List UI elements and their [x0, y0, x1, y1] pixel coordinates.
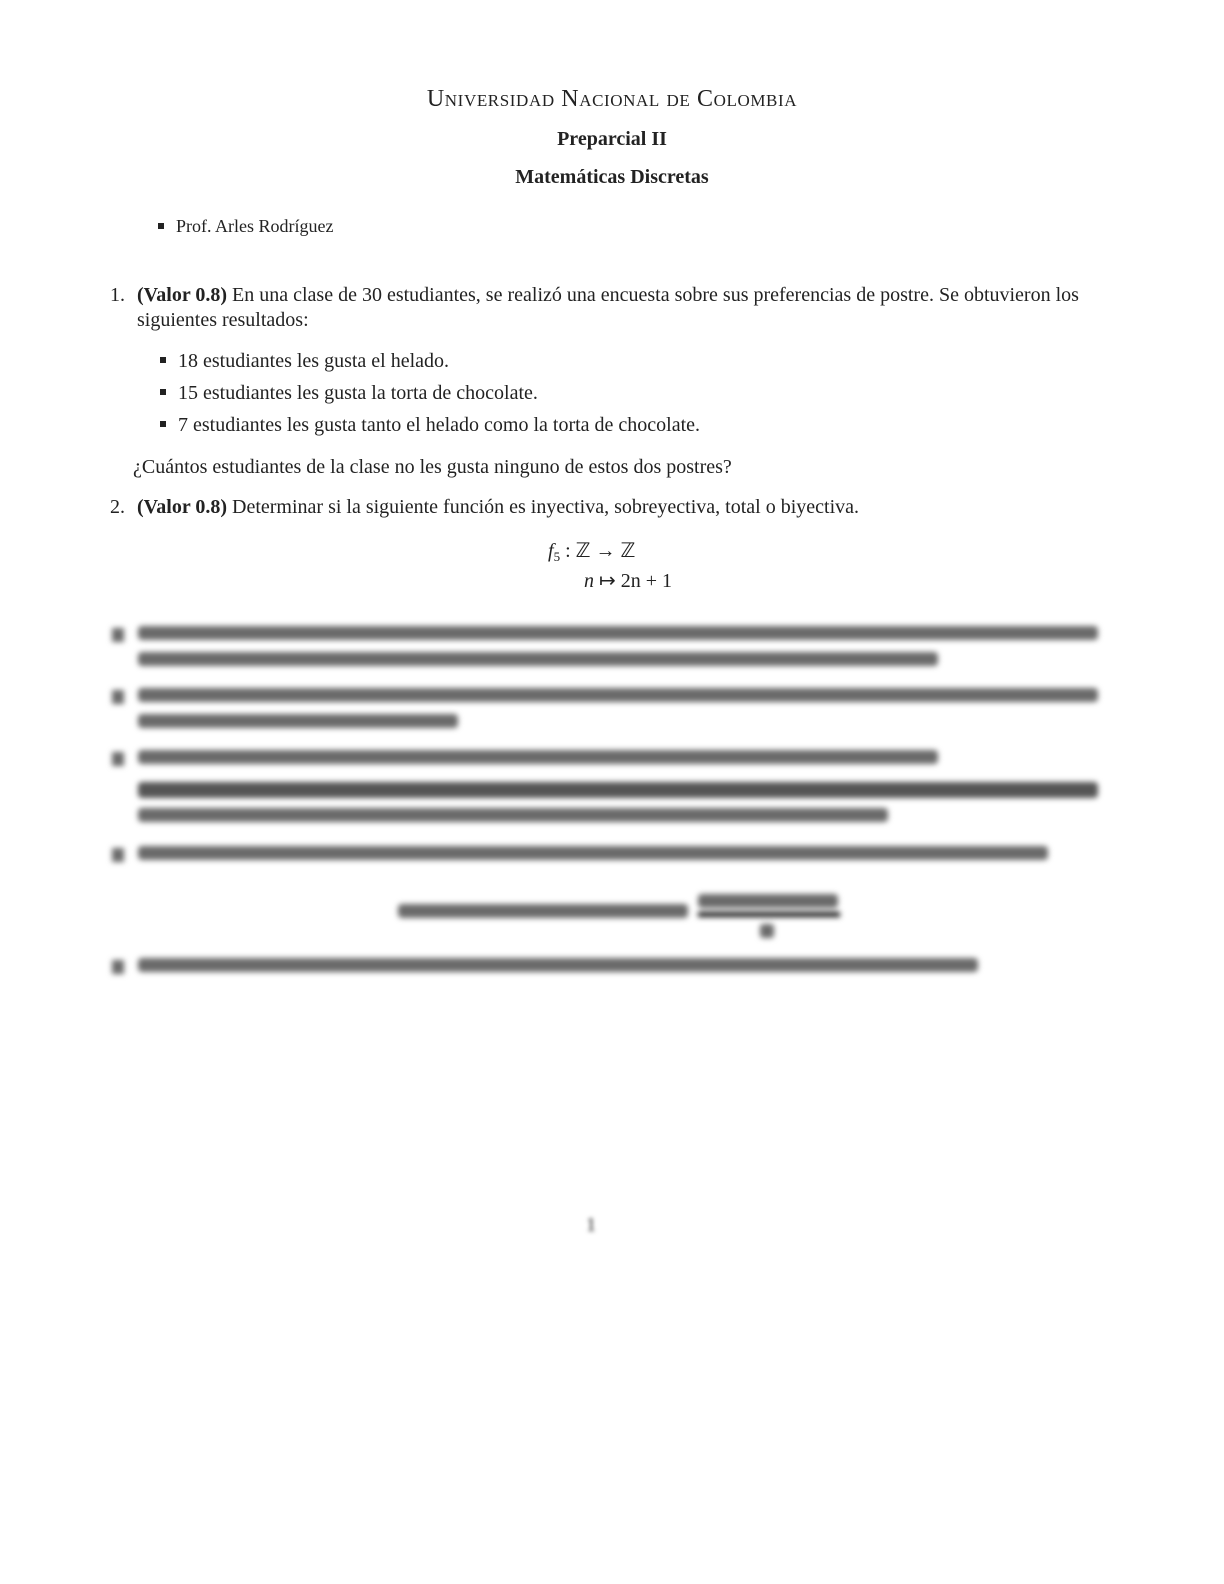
- question-text: [137, 283, 1107, 333]
- bullet-icon: [160, 421, 166, 427]
- question-body: En una clase de 30 estudiantes, se realizó una encuesta sobre sus preferencias de postre. Se obtuvieron los siguientes resultados:: [137, 284, 1079, 331]
- university-title: Universidad Nacional de Colombia: [426, 86, 798, 112]
- question-text: [137, 495, 1107, 520]
- bullet-icon: [160, 357, 166, 363]
- course-title: Matemáticas Discretas: [515, 166, 709, 188]
- function-definition-line2: n ↦ 2n + 1: [584, 570, 673, 592]
- bullet-icon: [160, 389, 166, 395]
- question-value: (Valor 0.8): [137, 284, 227, 306]
- question-1-list: [160, 347, 700, 443]
- list-item: 18 estudiantes les gusta el helado.: [160, 347, 700, 379]
- question-body: Determinar si la siguiente función es inyectiva, sobreyectiva, total o biyectiva.: [232, 496, 860, 518]
- blurred-content: [0, 618, 1224, 1018]
- list-item: 15 estudiantes les gusta la torta de chocolate.: [160, 379, 700, 411]
- question-1-ask: ¿Cuántos estudiantes de la clase no les gusta ninguno de estos dos postres?: [133, 456, 732, 478]
- professor-name: Prof. Arles Rodríguez: [176, 216, 334, 236]
- function-definition-line1: $f_5$ : ℤ → ℤ: [548, 540, 636, 564]
- question-number: 2.: [110, 496, 125, 518]
- question-value: (Valor 0.8): [137, 496, 227, 518]
- list-item: 7 estudiantes les gusta tanto el helado como la torta de chocolate.: [160, 411, 700, 443]
- professor-line: [158, 216, 333, 237]
- question-number: 1.: [110, 284, 125, 306]
- bullet-icon: [158, 223, 164, 229]
- exam-title: Preparcial II: [557, 128, 667, 150]
- page-number: 1: [586, 1214, 596, 1236]
